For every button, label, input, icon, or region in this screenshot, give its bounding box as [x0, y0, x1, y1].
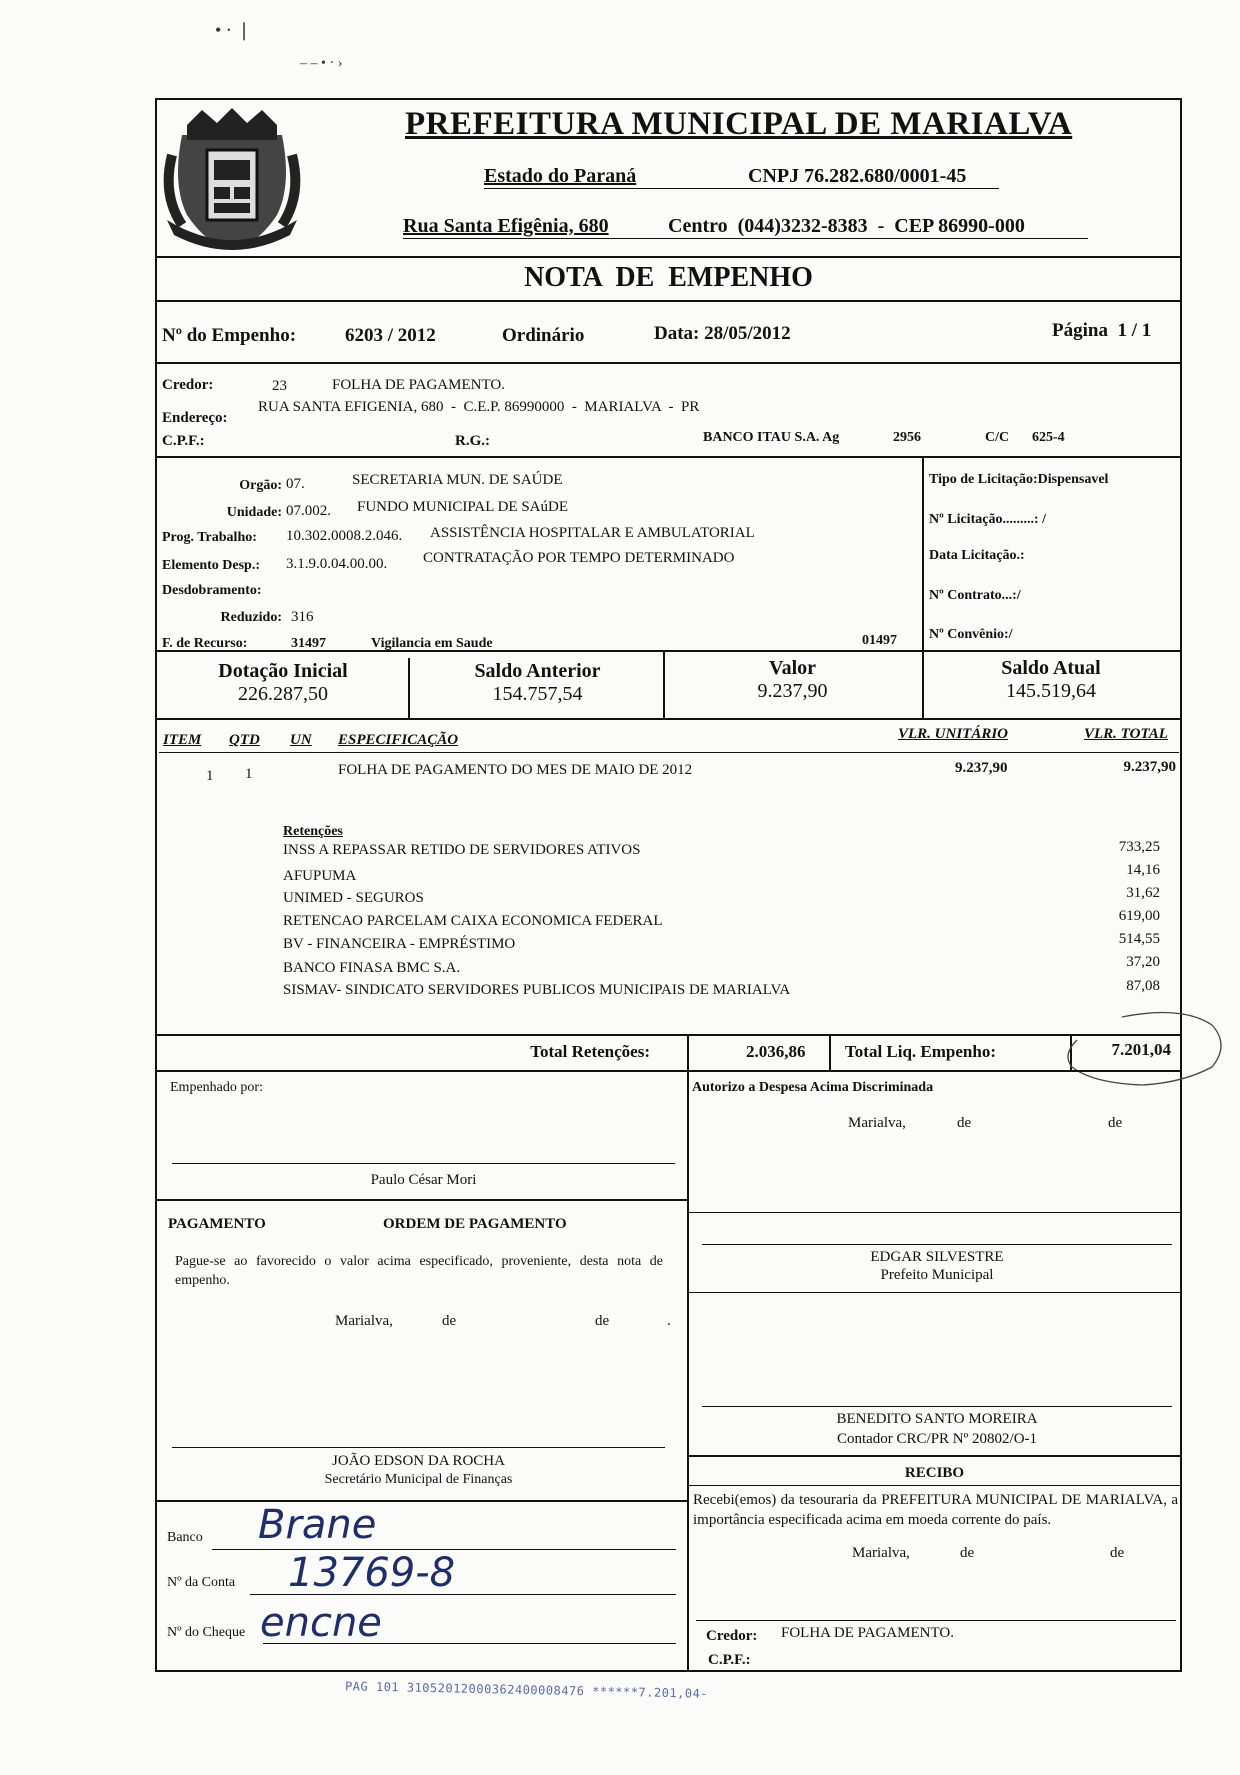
- divider: [155, 1500, 687, 1502]
- saldo-label: Valor: [768, 657, 817, 679]
- reduzido-label: Reduzido:: [220, 610, 282, 625]
- divider-vertical: [922, 650, 924, 718]
- col-espec: ESPECIFICAÇÃO: [338, 732, 459, 748]
- divider: [687, 1455, 1182, 1457]
- recurso-label: F. de Recurso:: [162, 636, 248, 651]
- signature-line: [696, 1620, 1176, 1621]
- total-liquido-label: Total Liq. Empenho:: [845, 1042, 996, 1061]
- licitacao-tipo: Tipo de Licitação:Dispensavel: [929, 472, 1109, 487]
- pagamento-label: PAGAMENTO: [168, 1216, 266, 1232]
- empenho-number: 6203 / 2012: [345, 325, 436, 346]
- list-item-value: 619,00: [1118, 908, 1160, 924]
- doc-title: NOTA DE EMPENHO: [524, 262, 813, 293]
- licitacao-convenio: Nº Convênio:/: [929, 627, 1013, 642]
- divider: [155, 300, 1182, 302]
- orgao-label: Orgão:: [239, 478, 282, 493]
- scan-marks: • ⋅ ❘: [215, 20, 252, 40]
- recurso-code: 31497: [291, 636, 326, 651]
- divider: [155, 650, 1182, 652]
- credor-code: 23: [272, 378, 287, 394]
- item-total: 9.237,90: [1123, 759, 1176, 775]
- elemento-label: Elemento Desp.:: [162, 558, 260, 573]
- col-un: UN: [290, 732, 312, 748]
- header-title: PREFEITURA MUNICIPAL DE MARIALVA: [405, 106, 1073, 142]
- saldo-cell: [158, 660, 408, 706]
- left-de-2: de: [595, 1313, 610, 1329]
- reduzido-value: 316: [291, 609, 314, 625]
- cc-label: C/C: [985, 430, 1010, 445]
- left-de-1: de: [442, 1313, 457, 1329]
- recibo-cpf-label: C.P.F.:: [708, 1652, 751, 1668]
- recibo-marialva: Marialva,: [852, 1545, 910, 1561]
- ordem-label: ORDEM DE PAGAMENTO: [383, 1216, 567, 1232]
- divider: [687, 1292, 1182, 1293]
- divider: [155, 362, 1182, 364]
- credor-name: FOLHA DE PAGAMENTO.: [332, 377, 505, 393]
- rg-label: R.G.:: [455, 433, 490, 449]
- elemento-name: CONTRATAÇÃO POR TEMPO DETERMINADO: [423, 550, 735, 566]
- divider-vertical: [408, 658, 410, 718]
- recibo-de-1: de: [960, 1545, 975, 1561]
- prog-label: Prog. Trabalho:: [162, 530, 257, 545]
- left-marialva: Marialva,: [335, 1313, 393, 1329]
- recurso-name: Vigilancia em Saude: [371, 636, 493, 651]
- prefeito-name: EDGAR SILVESTRE: [870, 1249, 1004, 1265]
- divider-vertical: [922, 456, 924, 650]
- divider-vertical: [829, 1034, 831, 1070]
- desdobramento-label: Desdobramento:: [162, 583, 262, 598]
- empenho-type: Ordinário: [502, 325, 585, 346]
- prog-name: ASSISTÊNCIA HOSPITALAR E AMBULATORIAL: [430, 525, 755, 541]
- retencoes-title: Retenções: [283, 824, 343, 839]
- header-underline-2: [403, 238, 1088, 239]
- signature-line: [702, 1406, 1172, 1407]
- right-marialva: Marialva,: [848, 1115, 906, 1131]
- empenhado-name: Paulo César Mori: [370, 1172, 477, 1188]
- unidade-name: FUNDO MUNICIPAL DE SAúDE: [357, 499, 568, 515]
- signature-line: [702, 1244, 1172, 1245]
- recibo-text: Recebi(emos) da tesouraria da PREFEITURA MUNICIPAL DE MARIALVA, a importância especificada acima em moeda corrente do país.: [693, 1492, 1178, 1528]
- divider: [155, 1070, 1182, 1072]
- divider: [687, 1212, 1182, 1213]
- coat-of-arms-icon: [162, 105, 302, 260]
- list-item: AFUPUMA: [283, 868, 357, 884]
- recibo-credor-label: Credor:: [706, 1628, 758, 1644]
- item-desc: FOLHA DE PAGAMENTO DO MES DE MAIO DE 2012: [338, 762, 693, 778]
- divider-vertical: [687, 1070, 689, 1672]
- credor-label: Credor:: [162, 377, 214, 393]
- licitacao-contrato: Nº Contrato...:/: [929, 588, 1021, 603]
- saldo-value: 145.519,64: [1006, 680, 1096, 702]
- elemento-code: 3.1.9.0.04.00.00.: [286, 556, 388, 572]
- signature-line: [172, 1447, 665, 1448]
- banco-handwritten: Brane: [258, 1502, 377, 1548]
- empenhado-label: Empenhado por:: [170, 1080, 263, 1095]
- saldo-cell: [922, 657, 1180, 703]
- saldo-label: Saldo Anterior: [474, 660, 601, 682]
- header-cnpj: CNPJ 76.282.680/0001-45: [748, 165, 967, 187]
- saldo-value: 154.757,54: [492, 683, 583, 705]
- empenho-label: Nº do Empenho:: [162, 325, 297, 346]
- col-item: ITEM: [163, 732, 202, 748]
- col-qtd: QTD: [229, 732, 260, 748]
- page-number: Página 1 / 1: [1052, 320, 1152, 341]
- saldo-value: 226.287,50: [238, 683, 328, 705]
- cpf-label: C.P.F.:: [162, 433, 205, 449]
- recibo-credor-name: FOLHA DE PAGAMENTO.: [781, 1625, 954, 1641]
- divider: [155, 1199, 687, 1201]
- item-unit: 9.237,90: [955, 760, 1008, 776]
- contador-title: Contador CRC/PR Nº 20802/O-1: [836, 1431, 1038, 1447]
- contador-name: BENEDITO SANTO MOREIRA: [836, 1411, 1038, 1427]
- saldo-value: 9.237,90: [757, 680, 828, 702]
- list-item: UNIMED - SEGUROS: [283, 890, 424, 906]
- divider: [155, 1034, 1182, 1036]
- banco-label: Banco: [167, 1530, 203, 1545]
- recibo-de-2: de: [1110, 1545, 1125, 1561]
- list-item-value: 31,62: [1126, 885, 1160, 901]
- unidade-code: 07.002.: [286, 503, 331, 519]
- list-item: BANCO FINASA BMC S.A.: [283, 960, 461, 976]
- cc-number: 625-4: [1032, 430, 1065, 445]
- list-item-value: 514,55: [1118, 931, 1160, 947]
- divider-vertical: [687, 1034, 689, 1070]
- left-dot: .: [667, 1313, 671, 1329]
- secretario-name: JOÃO EDSON DA ROCHA: [332, 1453, 505, 1469]
- saldo-cell: [410, 660, 665, 706]
- unidade-label: Unidade:: [226, 505, 282, 520]
- header-contact: Centro (044)3232-8383 - CEP 86990-000: [668, 215, 1025, 237]
- list-item: INSS A REPASSAR RETIDO DE SERVIDORES ATIVOS: [283, 842, 641, 858]
- col-vlr-total: VLR. TOTAL: [1084, 726, 1168, 742]
- header-address: Rua Santa Efigênia, 680: [403, 215, 609, 237]
- bank-agency: 2956: [893, 430, 921, 445]
- endereco-label: Endereço:: [162, 410, 228, 426]
- header-underline-1: [484, 188, 999, 189]
- recurso-ref: 01497: [862, 633, 897, 648]
- conta-label: Nº da Conta: [167, 1575, 236, 1590]
- licitacao-data: Data Licitação.:: [929, 548, 1025, 563]
- licitacao-numero: Nº Licitação.........: /: [929, 512, 1046, 527]
- list-item-value: 733,25: [1118, 839, 1160, 855]
- saldo-label: Dotação Inicial: [218, 660, 348, 682]
- total-liquido-value: 7.201,04: [1111, 1040, 1171, 1059]
- pague-text: Pague-se ao favorecido o valor acima especificado, proveniente, desta nota de empenho.: [175, 1254, 663, 1288]
- signature-line: [172, 1163, 675, 1164]
- divider: [687, 1485, 1182, 1486]
- list-item: RETENCAO PARCELAM CAIXA ECONOMICA FEDERAL: [283, 913, 663, 929]
- prefeito-title: Prefeito Municipal: [880, 1267, 994, 1283]
- divider: [155, 456, 1182, 458]
- cheque-label: Nº do Cheque: [167, 1625, 246, 1640]
- bank-stamp: PAG 101 31052012000362400008476 ******7.201,04-: [344, 1679, 709, 1701]
- recibo-title: RECIBO: [904, 1465, 965, 1481]
- right-de-1: de: [957, 1115, 972, 1131]
- orgao-name: SECRETARIA MUN. DE SAÚDE: [352, 472, 563, 488]
- col-vlr-unit: VLR. UNITÁRIO: [898, 726, 1009, 742]
- total-retencoes-label: Total Retenções:: [530, 1042, 650, 1061]
- endereco: RUA SANTA EFIGENIA, 680 - C.E.P. 86990000 - MARIALVA - PR: [258, 399, 700, 415]
- list-item-value: 87,08: [1126, 978, 1160, 994]
- scan-marks-2: – – • ⋅ ›: [300, 56, 343, 71]
- empenho-date: Data: 28/05/2012: [654, 323, 791, 344]
- orgao-code: 07.: [286, 476, 305, 492]
- total-retencoes-value: 2.036,86: [746, 1042, 806, 1061]
- divider: [155, 256, 1182, 258]
- secretario-title: Secretário Municipal de Finanças: [324, 1472, 513, 1487]
- divider: [155, 718, 1182, 720]
- conta-handwritten: 13769-8: [288, 1550, 456, 1596]
- bank-name: BANCO ITAU S.A. Ag: [703, 430, 840, 445]
- list-item: SISMAV- SINDICATO SERVIDORES PUBLICOS MUNICIPAIS DE MARIALVA: [283, 982, 791, 998]
- saldo-label: Saldo Atual: [1001, 657, 1101, 679]
- divider-vertical: [663, 650, 665, 718]
- cheque-handwritten: encne: [260, 1600, 382, 1646]
- items-header-line: [159, 752, 1179, 753]
- item-qtd: 1: [245, 766, 253, 782]
- autorizo-text: Autorizo a Despesa Acima Discriminada: [692, 1080, 934, 1095]
- right-de-2: de: [1108, 1115, 1123, 1131]
- hand-circle-mark: [1052, 1005, 1232, 1105]
- list-item: BV - FINANCEIRA - EMPRÉSTIMO: [283, 936, 516, 952]
- header-state: Estado do Paraná: [484, 165, 637, 187]
- item-number: 1: [206, 768, 214, 784]
- list-item-value: 14,16: [1126, 862, 1160, 878]
- list-item-value: 37,20: [1126, 954, 1160, 970]
- prog-code: 10.302.0008.2.046.: [286, 528, 403, 544]
- saldo-cell: [665, 657, 920, 703]
